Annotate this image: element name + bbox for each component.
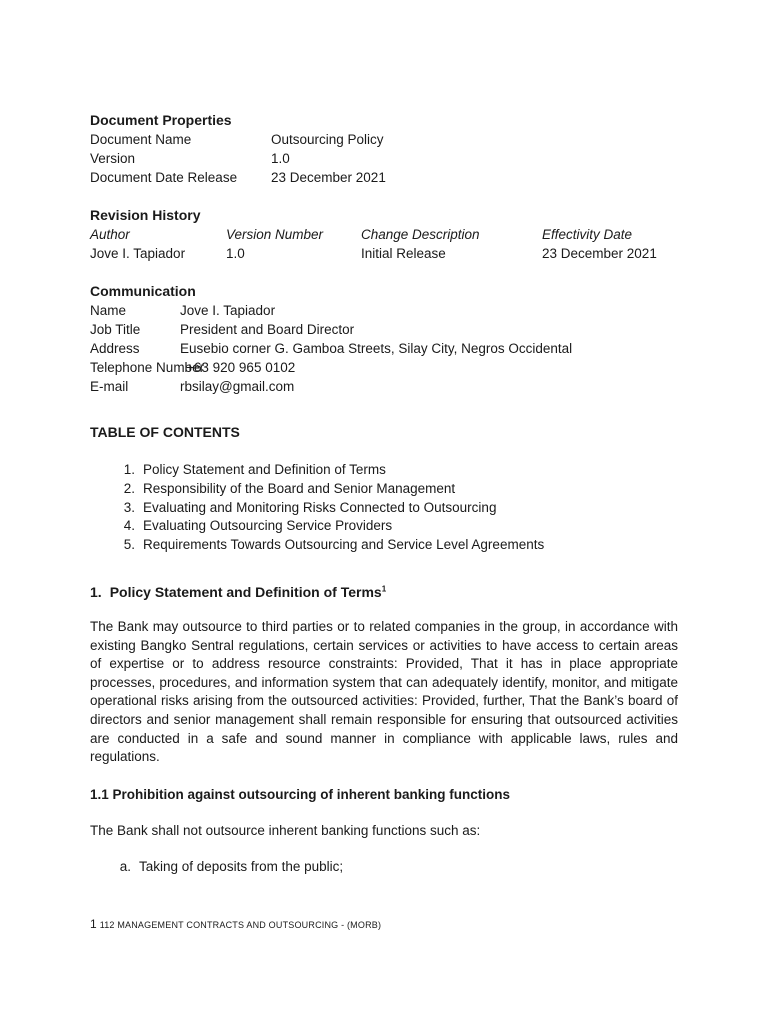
table-of-contents [90, 460, 678, 554]
property-row: Version 1.0 [90, 151, 290, 166]
subsection-heading: 1.1 Prohibition against outsourcing of inherent banking functions [90, 786, 511, 802]
communication-row: Telephone Number +63 920 965 0102 [90, 360, 296, 375]
subsection-paragraph: The Bank shall not outsource inherent banking functions such as: [90, 822, 481, 838]
revision-history [90, 205, 678, 263]
revision-row: Jove I. Tapiador 1.0 Initial Release 23 December 2021 [90, 246, 657, 261]
properties-heading: Document Properties [90, 112, 232, 128]
section-paragraph: The Bank may outsource to third parties or to related companies in the group, in accordance with existing Bangko Sentral regulations, certain services or activities to have access to certain areas of expertise or to address resource constraints: Provided, That it has in place appropriate processes, procedures, and information system that can adequately identify, monitor, and mitigate operational risks arising from the outsourced activities: Provided, further, That the Bank’s board of directors and senior management shall remain responsible for ensuring that outsourced activities are conducted in a safe and sound manner in compliance with applicable laws, rules and regulations. [90, 618, 678, 765]
list-item: a. Taking of deposits from the public; [119, 859, 344, 875]
communication-row: Address Eusebio corner G. Gamboa Streets, Silay City, Negros Occidental [90, 341, 573, 356]
toc-item[interactable]: 2. Responsibility of the Board and Senior Management [123, 480, 456, 496]
email-link[interactable]: rbsilay@gmail.com [180, 379, 295, 394]
footnote-ref: 1 [381, 584, 387, 594]
toc-title: TABLE OF CONTENTS [90, 424, 240, 440]
document-properties [90, 110, 678, 187]
toc-item[interactable]: 1. Policy Statement and Definition of Terms [123, 462, 386, 477]
revision-header-row: Author Version Number Change Description Effectivity Date [90, 227, 633, 242]
property-row: Document Date Release 23 December 2021 [90, 170, 386, 185]
communication-row: E-mail rbsilay@gmail.com [90, 379, 295, 394]
property-row: Document Name Outsourcing Policy [90, 132, 384, 147]
revision-heading: Revision History [90, 207, 201, 223]
toc-item[interactable]: 4. Evaluating Outsourcing Service Providers [123, 518, 393, 534]
section-heading: 1. Policy Statement and Definition of Terms$^1$ [90, 583, 387, 600]
document-page [90, 110, 678, 876]
footnote: 1 112 MANAGEMENT CONTRACTS AND OUTSOURCING - (MORB) [90, 917, 382, 931]
communication-heading: Communication [90, 283, 196, 299]
toc-item[interactable]: 3. Evaluating and Monitoring Risks Connected to Outsourcing [123, 499, 497, 515]
communication-row: Job Title President and Board Director [90, 322, 355, 337]
communication [90, 281, 678, 396]
communication-row: Name Jove I. Tapiador [90, 303, 276, 318]
toc-item[interactable]: 5. Requirements Towards Outsourcing and Service Level Agreements [123, 537, 545, 553]
